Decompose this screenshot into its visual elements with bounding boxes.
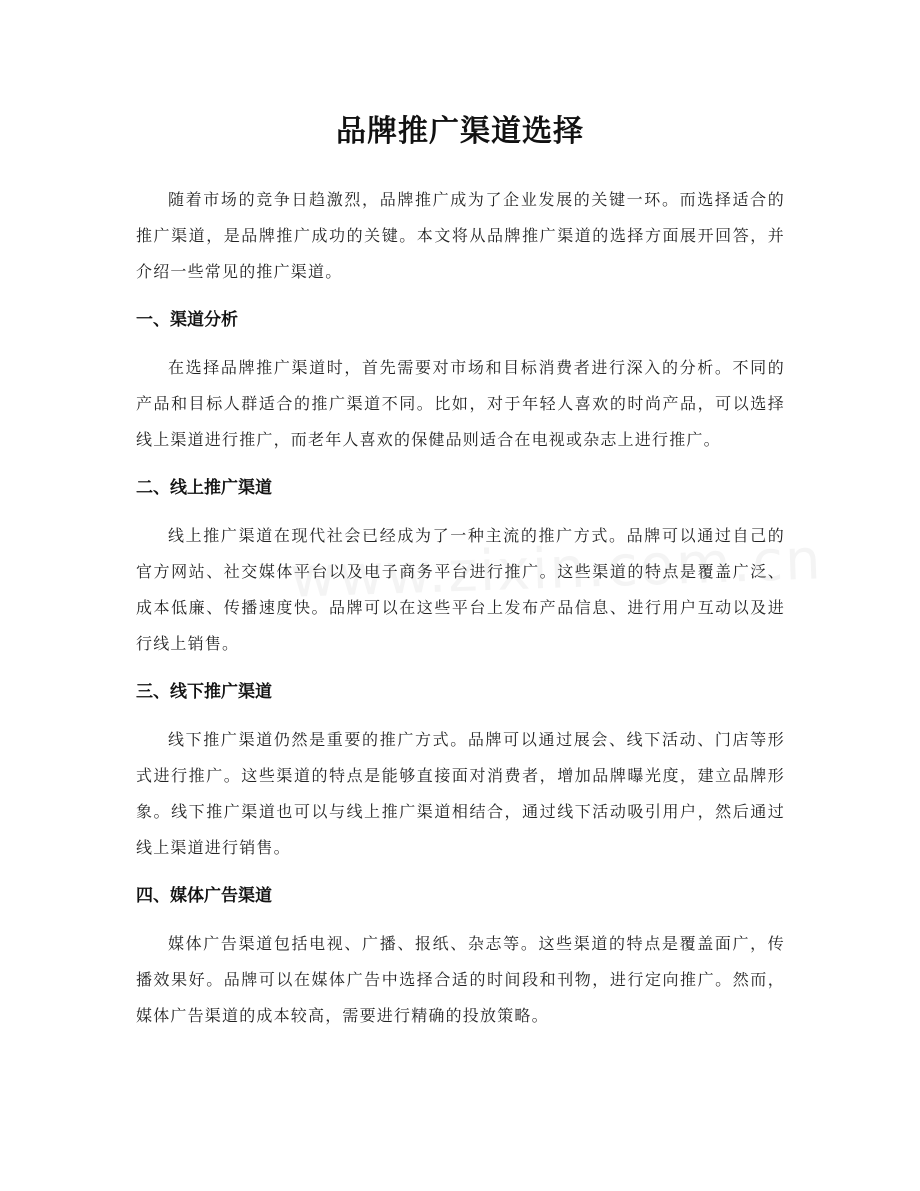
- section-heading-offline-channels: 三、线下推广渠道: [136, 682, 272, 702]
- section-body-channel-analysis: 在选择品牌推广渠道时，首先需要对市场和目标消费者进行深入的分析。不同的产品和目标人群适合的推广渠道不同。比如，对于年轻人喜欢的时尚产品，可以选择线上渠道进行推广，而老年人喜欢的保健品则适合在电视或杂志上进行推广。: [136, 358, 785, 449]
- section-body-media-advertising: 媒体广告渠道包括电视、广播、报纸、杂志等。这些渠道的特点是覆盖面广，传播效果好。品牌可以在媒体广告中选择合适的时间段和刊物，进行定向推广。然而，媒体广告渠道的成本较高，需要进行精确的投放策略。: [136, 934, 785, 1025]
- section-heading-channel-analysis: 一、渠道分析: [136, 310, 238, 330]
- intro-paragraph: 随着市场的竞争日趋激烈，品牌推广成为了企业发展的关键一环。而选择适合的推广渠道，是品牌推广成功的关键。本文将从品牌推广渠道的选择方面展开回答，并介绍一些常见的推广渠道。: [136, 190, 785, 281]
- document-title: 品牌推广渠道选择: [336, 114, 584, 149]
- document-body: [136, 182, 785, 1034]
- section-body-offline-channels: 线下推广渠道仍然是重要的推广方式。品牌可以通过展会、线下活动、门店等形式进行推广。这些渠道的特点是能够直接面对消费者，增加品牌曝光度，建立品牌形象。线下推广渠道也可以与线上推广渠道相结合，通过线下活动吸引用户，然后通过线上渠道进行销售。: [136, 730, 785, 857]
- section-body-online-channels: 线上推广渠道在现代社会已经成为了一种主流的推广方式。品牌可以通过自己的官方网站、社交媒体平台以及电子商务平台进行推广。这些渠道的特点是覆盖广泛、成本低廉、传播速度快。品牌可以在这些平台上发布产品信息、进行用户互动以及进行线上销售。: [136, 526, 785, 653]
- section-heading-media-advertising: 四、媒体广告渠道: [136, 886, 272, 906]
- section-heading-online-channels: 二、线上推广渠道: [136, 478, 272, 498]
